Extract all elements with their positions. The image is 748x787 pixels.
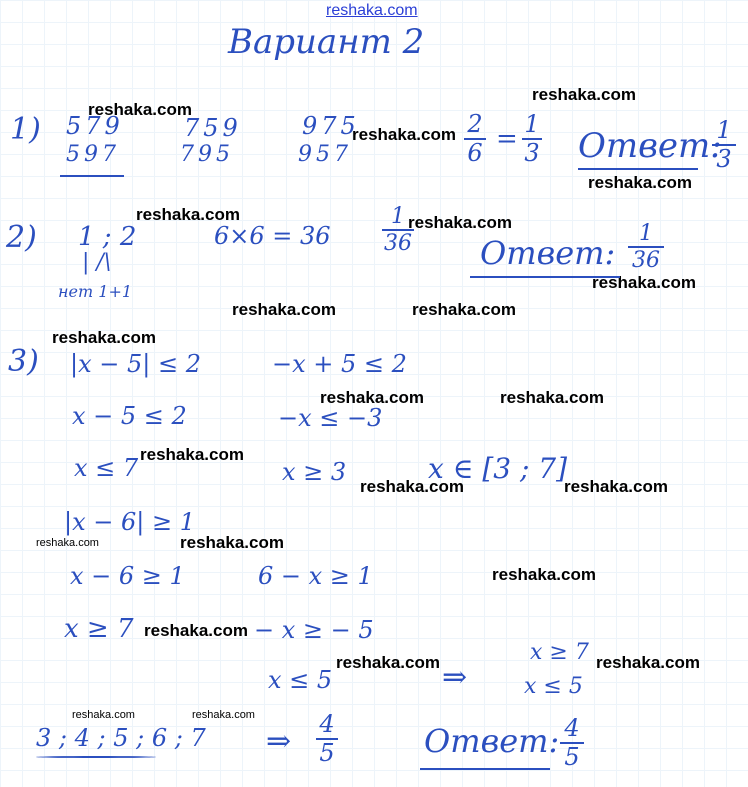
arrow-implies-1: ⇒ <box>442 660 468 695</box>
watermark: reshaka.com <box>144 621 248 640</box>
watermark: reshaka.com <box>140 445 244 464</box>
number-759: 759 <box>184 114 242 142</box>
number-597: 597 <box>66 142 120 167</box>
ineq-x-le-5: x ≤ 5 <box>268 666 333 694</box>
answer-fraction-2: 1 36 <box>628 222 664 272</box>
watermark: reshaka.com <box>588 173 692 192</box>
answer-label-2: Ответ: <box>480 234 616 272</box>
watermark: reshaka.com <box>492 565 596 584</box>
ineq-x-5-le-2: x − 5 ≤ 2 <box>72 402 187 430</box>
answer-fraction-1: 1 3 <box>712 118 736 172</box>
pair-1-2: 1 ; 2 <box>78 222 137 252</box>
task-2-number: 2) <box>6 220 37 255</box>
watermark: reshaka.com <box>412 300 516 319</box>
watermark: reshaka.com <box>88 100 192 119</box>
system-x-le-5: x ≤ 5 <box>524 674 583 699</box>
task-1-number: 1) <box>10 112 41 147</box>
fraction-1-3: 1 3 <box>522 112 542 166</box>
watermark: reshaka.com <box>408 213 512 232</box>
underline <box>420 768 550 770</box>
equals-sign: = <box>496 124 518 154</box>
ineq-x-le-7: x ≤ 7 <box>74 454 139 482</box>
ineq-neg-x-ge-5: − x ≥ − 5 <box>254 616 374 644</box>
watermark: reshaka.com <box>232 300 336 319</box>
ineq-abs-x-6: |x − 6| ≥ 1 <box>64 508 195 536</box>
arrow-implies-2: ⇒ <box>266 724 292 759</box>
watermark: reshaka.com <box>136 205 240 224</box>
ineq-x-ge-3: x ≥ 3 <box>282 458 347 486</box>
ineq-6-x-ge-1: 6 − x ≥ 1 <box>258 562 373 590</box>
watermark: reshaka.com <box>336 653 440 672</box>
watermark: reshaka.com <box>52 328 156 347</box>
watermark: reshaka.com <box>192 709 255 721</box>
ineq-x-6-ge-1: x − 6 ≥ 1 <box>70 562 185 590</box>
fraction-2-6: 2 6 <box>464 112 486 166</box>
ineq-abs-x-5: |x − 5| ≤ 2 <box>70 350 201 378</box>
underline <box>470 276 620 278</box>
underline <box>578 168 698 170</box>
watermark: reshaka.com <box>596 653 700 672</box>
watermark: reshaka.com <box>72 709 135 721</box>
fraction-4-5: 4 5 <box>316 712 338 766</box>
product-6x6: 6×6 = 36 <box>214 222 331 250</box>
ineq-neg-x-5: −x + 5 ≤ 2 <box>272 350 407 378</box>
watermark: reshaka.com <box>360 477 464 496</box>
number-579: 579 <box>66 112 124 140</box>
answer-label-1: Ответ: <box>578 126 722 166</box>
integer-list: 3 ; 4 ; 5 ; 6 ; 7 <box>36 724 206 752</box>
watermark: reshaka.com <box>320 388 424 407</box>
ineq-neg-x-le-3: −x ≤ −3 <box>278 404 383 432</box>
underline <box>60 175 124 177</box>
interval-3-7: x ∈ [3 ; 7] <box>428 452 568 485</box>
system-x-ge-7: x ≥ 7 <box>530 640 589 665</box>
pair-labels: нет 1+1 <box>58 282 133 301</box>
ineq-x-ge-7: x ≥ 7 <box>64 614 134 644</box>
watermark: reshaka.com <box>352 125 456 144</box>
watermark: reshaka.com <box>564 477 668 496</box>
number-795: 795 <box>180 142 234 167</box>
answer-fraction-3: 4 5 <box>560 716 584 770</box>
pair-arrows: | /\ <box>82 250 112 275</box>
number-975: 975 <box>302 112 360 140</box>
answer-label-3: Ответ: <box>424 722 560 760</box>
number-957: 957 <box>298 142 352 167</box>
site-link[interactable]: reshaka.com <box>326 2 418 19</box>
fraction-1-36: 1 36 <box>384 204 412 257</box>
watermark: reshaka.com <box>592 273 696 292</box>
watermark: reshaka.com <box>500 388 604 407</box>
watermark: reshaka.com <box>180 533 284 552</box>
task-3-number: 3) <box>8 344 39 379</box>
underline <box>36 756 156 758</box>
watermark: reshaka.com <box>532 85 636 104</box>
watermark: reshaka.com <box>36 537 99 549</box>
page-title: Вариант 2 <box>228 22 425 62</box>
